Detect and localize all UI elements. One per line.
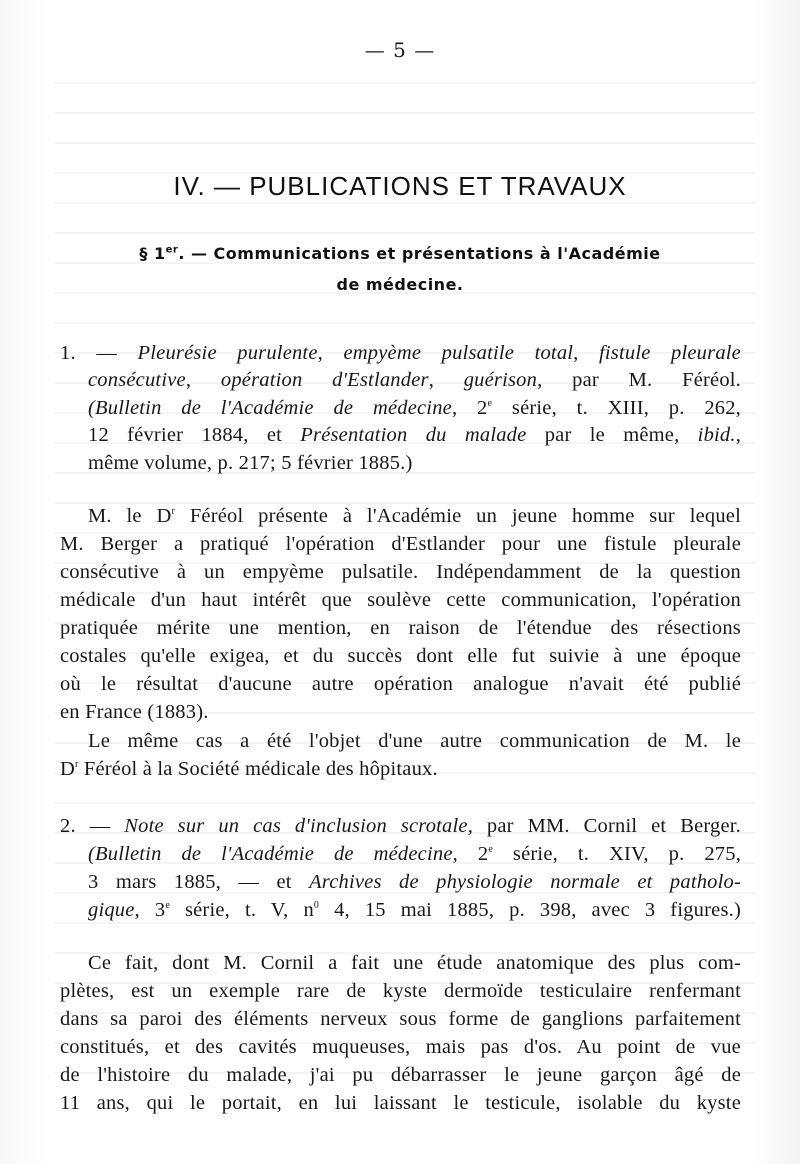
entry-1-title-f: d'Estlander [332, 369, 429, 391]
entry-2-ref-c: série, t. XIV, p. 275, [512, 843, 742, 865]
entry-2-title: Note sur un cas d'inclusion scrotale, [124, 815, 474, 837]
paragraph-1-line-1: M. le $D^r$ Féréol présente à l'Académie un jeune homme sur lequel [88, 505, 742, 527]
entry-1-line-5: même volume, p. 217; 5 février 1885.) [88, 452, 413, 474]
entry-1-ref-a: (Bulletin de l'Académie de médecine, [88, 397, 458, 419]
paragraph-1-line-8: en France (1883). [60, 701, 209, 723]
paragraph-2-line-2: $D^r$ Féréol à la Société médicale des hôpitaux. [60, 758, 438, 780]
entry-1-ref-d: 12 février 1884, et [88, 424, 283, 446]
entry-2-ref-g: , 3 [134, 899, 166, 921]
paragraph-1-line-5: pratiquée mérite une mention, en raison de l'étendue des résections [60, 617, 741, 639]
paragraph-3-line-5: de l'histoire du malade, j'ai pu débarrasser le jeune garçon âgé de [60, 1064, 741, 1086]
entry-1-line-1: 1. — Pleurésie purulente, empyème pulsatile total, fistule pleurale [60, 342, 741, 364]
subsection-mark-sup: er [165, 244, 179, 256]
entry-1-line-4: 12 février 1884, et Présentation du malade par le même, ibid., [88, 424, 742, 446]
entry-1-ref-c: série, t. XIII, p. 262, [511, 397, 742, 419]
subsection-heading-line-2: de médecine. [336, 275, 464, 294]
paragraph-3-line-4: constitués, et des cavités muqueuses, mais pas d'os. Au point de vue [60, 1036, 741, 1058]
paragraph-3-line-3: dans sa paroi des éléments nerveux sous forme de ganglions parfaitement [60, 1008, 741, 1030]
entry-2-ref-h: série, t. V, n [184, 899, 314, 921]
subsection-line-1: . — Communications et présentations à l'Académie [178, 244, 661, 263]
entry-2-number: 2. — [60, 815, 111, 837]
entry-1-title-d: consécutive [88, 369, 186, 391]
entry-2-line-2 [88, 843, 741, 866]
entry-1-authors: par M. Féréol. [572, 369, 741, 391]
paragraph-3-line-2: plètes, est un exemple rare de kyste dermoïde testiculaire renfermant [60, 980, 741, 1002]
entry-1-ref-f: par le même, [544, 424, 680, 446]
entry-1-number: 1. — [60, 342, 117, 364]
page-number: — 5 — [364, 38, 436, 62]
entry-2-ref-i: 4, 15 mai 1885, p. 398, avec 3 figures.) [334, 899, 741, 921]
entry-2-ref-e: Archives de physiologie normale et patholo- [309, 871, 742, 893]
entry-2-ref-b-sup: e [488, 844, 493, 856]
subsection-mark: § 1 [139, 244, 166, 263]
entry-2-ref-g-sup: e [165, 900, 170, 912]
entry-1-line-2: consécutive, opération d'Estlander, guérison, par M. Féréol. [88, 369, 741, 391]
entry-2-line-4 [88, 899, 741, 922]
entry-2-authors: par MM. Cornil et Berger. [486, 815, 741, 837]
section-title: IV. — PUBLICATIONS ET TRAVAUX [173, 171, 627, 201]
entry-2-ref-f: gique [88, 899, 135, 921]
paragraph-3-line-6: 11 ans, qui le portait, en lui laissant le testicule, isolable du kyste [60, 1092, 741, 1114]
paragraph-1-line-3: consécutive à un empyème pulsatile. Indépendamment de la question [60, 561, 741, 583]
entry-1-title-a: Pleurésie purulente [137, 342, 318, 364]
subsection-heading [60, 244, 740, 263]
entry-1-ref-e: Présentation du malade [300, 424, 527, 446]
entry-2-line-3 [88, 871, 741, 894]
entry-2-ref-a: (Bulletin de l'Académie de médecine, [88, 843, 458, 865]
paragraph-1-line-7: où le résultat d'aucune autre opération analogue n'avait été publié [60, 673, 741, 695]
paragraph-1-line-4: médicale d'un haut intérêt que soulève cette communication, l'opération [60, 589, 741, 611]
paragraph-1-line-2: M. Berger a pratiqué l'opération d'Estlander pour une fistule pleurale [60, 533, 741, 555]
entry-1-title-e: opération [220, 369, 303, 391]
entry-1-title-c: fistule pleurale [599, 342, 741, 364]
entry-2-ref-h-sup: 0 [313, 900, 320, 912]
entry-1-line-3 [88, 397, 741, 420]
entry-1-title-g: guérison [463, 369, 538, 391]
paragraph-2-line-1: Le même cas a été l'objet d'une autre communication de M. le [88, 730, 741, 752]
entry-1-ref-b-sup: e [487, 398, 493, 410]
entry-1-title-b: empyème pulsatile total [343, 342, 574, 364]
entry-2-line-1 [60, 815, 741, 838]
entry-1-ref-b: 2 [477, 397, 488, 419]
entry-2-ref-d: 3 mars 1885, — et [88, 871, 292, 893]
paragraph-3-line-1: Ce fait, dont M. Cornil a fait une étude anatomique des plus com- [88, 952, 741, 974]
paragraph-1-line-6: costales qu'elle exigea, et du succès dont elle fut suivie à une époque [60, 645, 741, 667]
entry-2-ref-b: 2 [477, 843, 489, 865]
entry-1-ref-g: ibid. [697, 424, 736, 446]
